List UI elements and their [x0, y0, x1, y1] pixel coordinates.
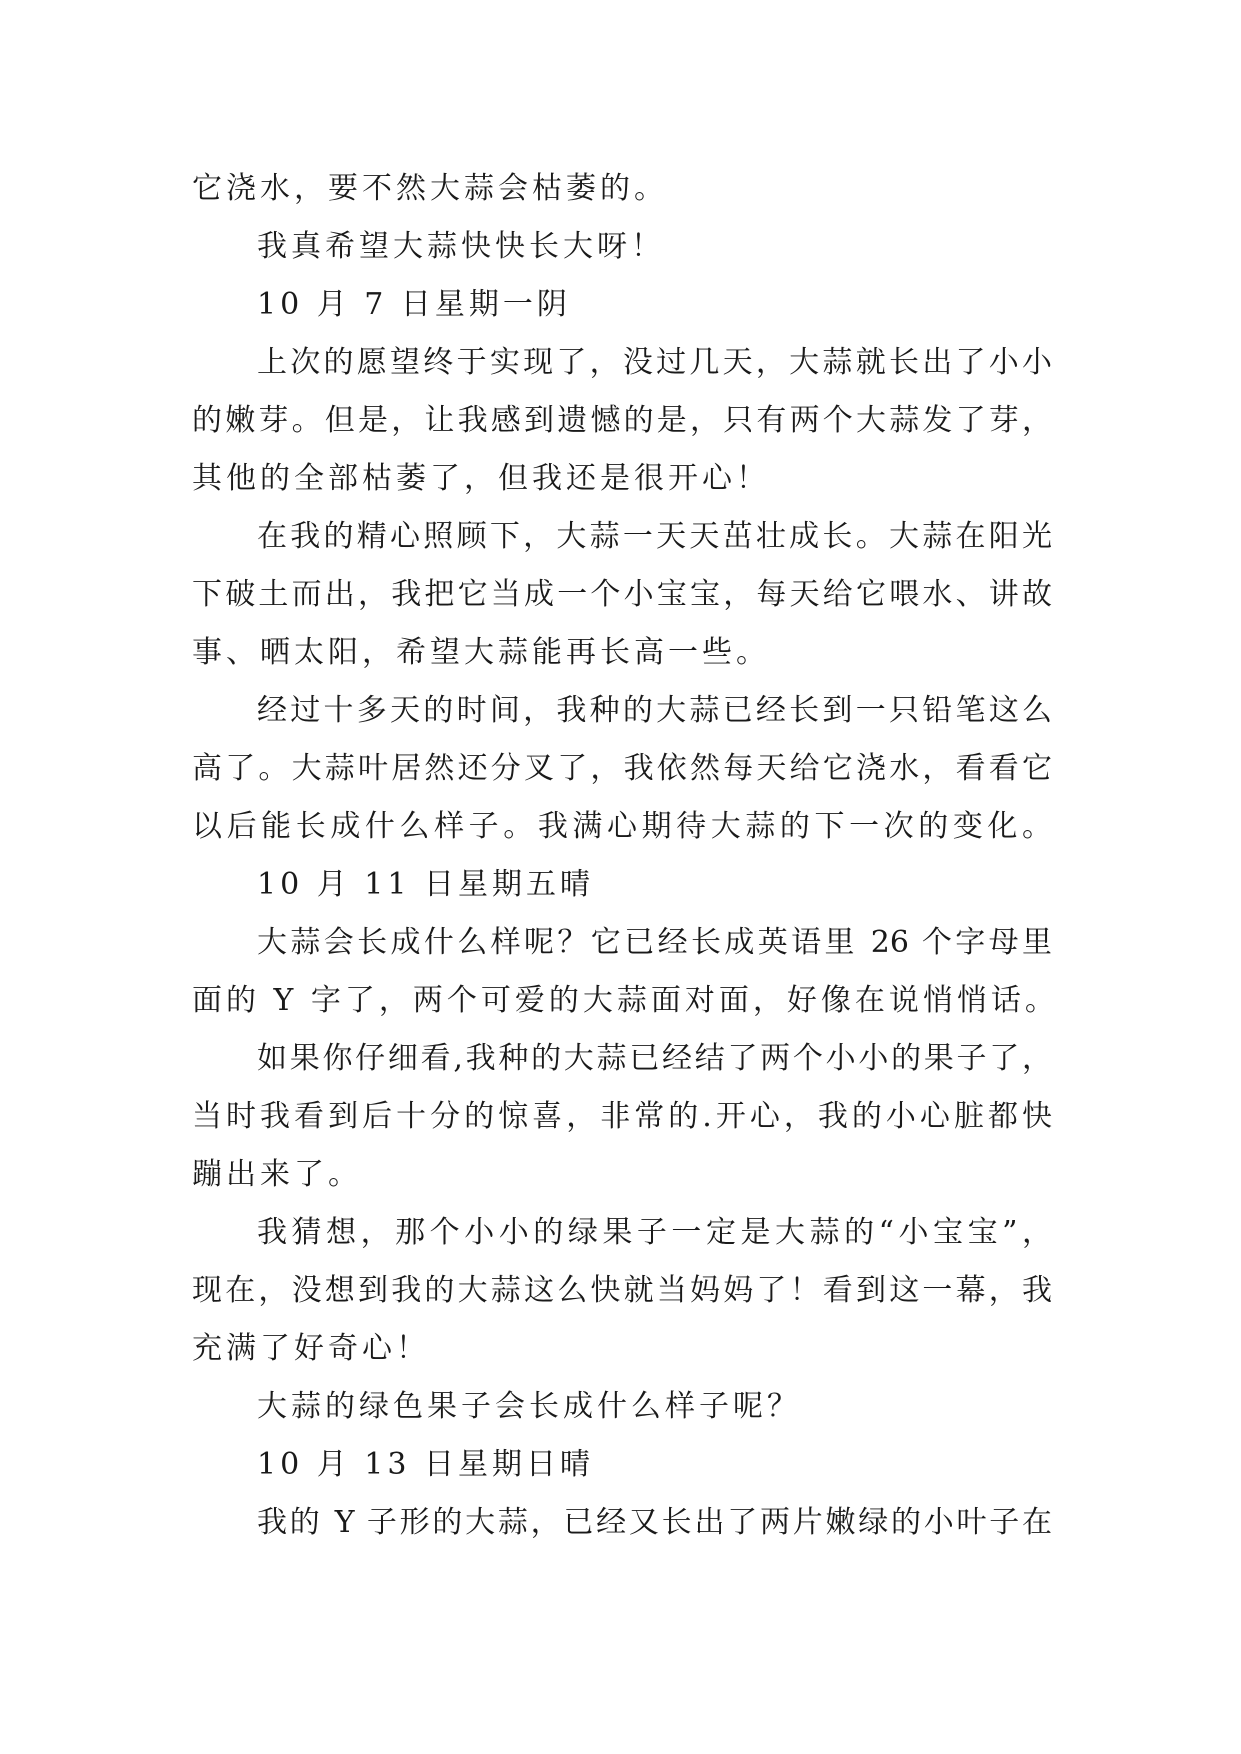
- text-line-22: 大蒜的绿色果子会长成什么样子呢？: [257, 1389, 801, 1424]
- text-line-7: 在我的精心照顾下，大蒜一天天茁壮成长。大蒜在阳光: [257, 519, 1052, 554]
- text-line-8: 下破土而出，我把它当成一个小宝宝，每天给它喂水、讲故: [192, 577, 1052, 612]
- text-line-2: 我真希望大蒜快快长大呀！: [257, 229, 665, 264]
- text-line-17: 当时我看到后十分的惊喜，非常的.开心，我的小心脏都快: [192, 1099, 1052, 1134]
- text-line-20: 现在，没想到我的大蒜这么快就当妈妈了！看到这一幕，我: [192, 1273, 1052, 1308]
- text-line-21: 充满了好奇心！: [192, 1331, 430, 1366]
- date-heading-oct-11: 10 月 11 日星期五晴: [257, 867, 594, 902]
- text-line-5: 的嫩芽。但是，让我感到遗憾的是，只有两个大蒜发了芽，: [192, 403, 1052, 438]
- text-line-4: 上次的愿望终于实现了，没过几天，大蒜就长出了小小: [257, 345, 1052, 380]
- text-line-1: 它浇水，要不然大蒜会枯萎的。: [192, 171, 668, 206]
- diary-text: [192, 160, 1059, 1552]
- text-line-16: 如果你仔细看,我种的大蒜已经结了两个小小的果子了，: [257, 1041, 1052, 1076]
- text-line-9: 事、晒太阳，希望大蒜能再长高一些。: [192, 635, 770, 670]
- text-line-14: 大蒜会长成什么样呢？它已经长成英语里 26 个字母里: [257, 925, 1052, 960]
- text-line-6: 其他的全部枯萎了，但我还是很开心！: [192, 461, 770, 496]
- text-line-19: 我猜想，那个小小的绿果子一定是大蒜的“小宝宝”，: [257, 1215, 1052, 1250]
- text-line-15: 面的 Y 字了，两个可爱的大蒜面对面，好像在说悄悄话。: [192, 983, 1059, 1018]
- date-heading-oct-13: 10 月 13 日星期日晴: [257, 1447, 594, 1482]
- text-line-10: 经过十多天的时间，我种的大蒜已经长到一只铅笔这么: [257, 693, 1052, 728]
- date-heading-oct-7: 10 月 7 日星期一阴: [257, 287, 571, 322]
- text-line-11: 高了。大蒜叶居然还分叉了，我依然每天给它浇水，看看它: [192, 751, 1052, 786]
- text-line-18: 蹦出来了。: [192, 1157, 362, 1192]
- text-line-24: 我的 Y 子形的大蒜，已经又长出了两片嫩绿的小叶子在: [257, 1505, 1052, 1540]
- text-line-12: 以后能长成什么样子。我满心期待大蒜的下一次的变化。: [192, 809, 1052, 844]
